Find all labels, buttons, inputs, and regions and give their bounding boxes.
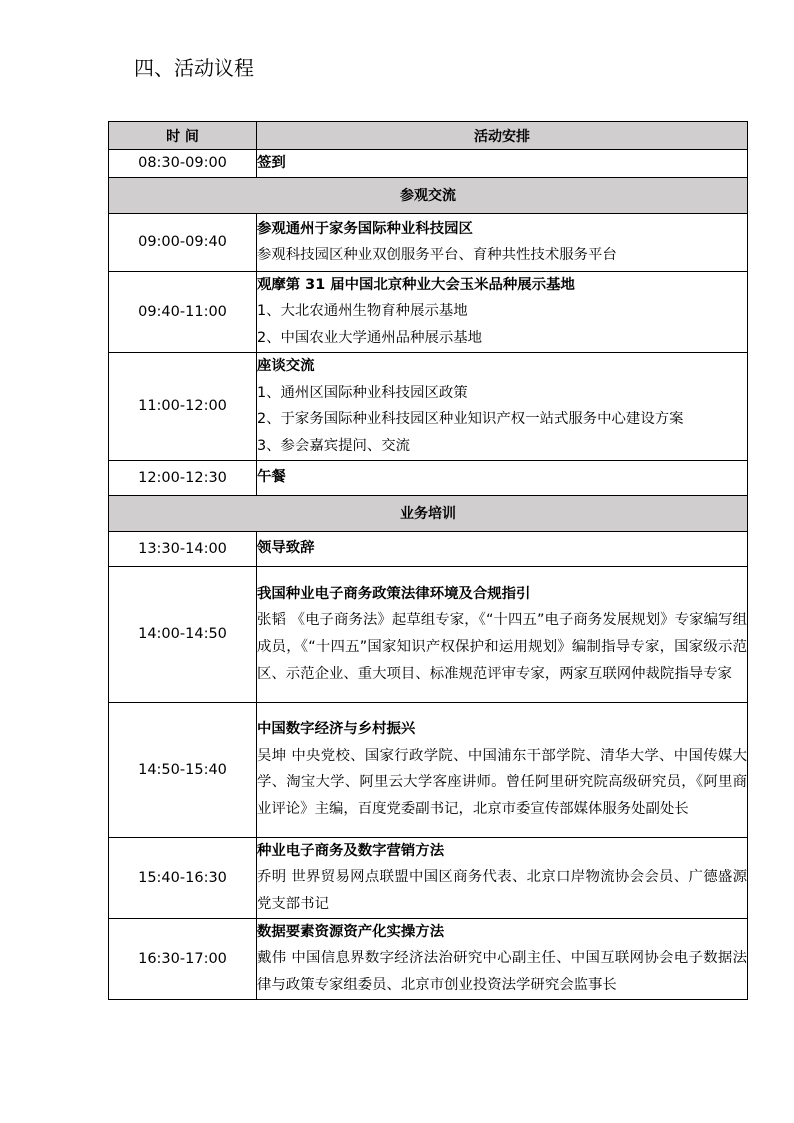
agenda-time: 13:30-14:00 xyxy=(109,531,257,566)
speaker-description: 乔明 世界贸易网点联盟中国区商务代表、北京口岸物流协会会员、广德盛源党支部书记 xyxy=(257,869,747,912)
agenda-time: 08:30-09:00 xyxy=(109,150,257,178)
agenda-activity xyxy=(257,531,748,566)
activity-title: 参观通州于家务国际种业科技园区 xyxy=(257,220,473,237)
agenda-activity xyxy=(257,352,748,460)
activity-title: 座谈交流 xyxy=(257,358,315,374)
section-label: 参观交流 xyxy=(109,177,748,213)
agenda-table xyxy=(108,121,748,1000)
agenda-time: 15:40-16:30 xyxy=(109,837,257,918)
activity-title: 观摩第 31 届中国北京种业大会玉米品种展示基地 xyxy=(257,276,575,293)
page-heading: 四、活动议程 xyxy=(134,56,254,80)
activity-title: 种业电子商务及数字营销方法 xyxy=(257,842,445,859)
speaker-description: 吴坤 中央党校、国家行政学院、中国浦东干部学院、清华大学、中国传媒大学、淘宝大学、阿里云大学客座讲师。曾任阿里研究院高级研究员，《阿里商业评论》主编，百度党委副书记，北京市委宣传部媒体服务处副处长 xyxy=(257,747,747,818)
agenda-activity xyxy=(257,837,748,918)
agenda-row xyxy=(109,271,748,352)
agenda-row xyxy=(109,150,748,178)
activity-item: 2、中国农业大学通州品种展示基地 xyxy=(257,329,483,346)
activity-item: 1、大北农通州生物育种展示基地 xyxy=(257,303,468,320)
section-row xyxy=(109,495,748,531)
activity-item: 2、于家务国际种业科技园区种业知识产权一站式服务中心建设方案 xyxy=(257,411,684,427)
agenda-row xyxy=(109,531,748,566)
agenda-activity xyxy=(257,271,748,352)
section-label: 业务培训 xyxy=(109,495,748,531)
agenda-activity xyxy=(257,150,748,178)
agenda-activity xyxy=(257,460,748,495)
agenda-row xyxy=(109,213,748,271)
activity-title: 领导致辞 xyxy=(257,540,315,557)
table-header-row xyxy=(109,122,748,150)
agenda-time: 16:30-17:00 xyxy=(109,918,257,999)
agenda-row xyxy=(109,837,748,918)
agenda-time: 14:00-14:50 xyxy=(109,566,257,702)
agenda-time: 11:00-12:00 xyxy=(109,352,257,460)
header-activity: 活动安排 xyxy=(257,122,748,150)
agenda-time: 09:00-09:40 xyxy=(109,213,257,271)
header-time: 时 间 xyxy=(109,122,257,150)
agenda-activity xyxy=(257,566,748,702)
agenda-time: 12:00-12:30 xyxy=(109,460,257,495)
activity-title: 午餐 xyxy=(257,469,286,486)
speaker-description: 戴伟 中国信息界数字经济法治研究中心副主任、中国互联网协会电子数据法律与政策专家组委员、北京市创业投资法学研究会监事长 xyxy=(257,950,747,993)
agenda-body xyxy=(109,150,748,1000)
activity-title: 我国种业电子商务政策法律环境及合规指引 xyxy=(257,585,531,602)
agenda-row xyxy=(109,566,748,702)
activity-item: 参观科技园区种业双创服务平台、育种共性技术服务平台 xyxy=(257,247,617,263)
agenda-time: 09:40-11:00 xyxy=(109,271,257,352)
agenda-row xyxy=(109,702,748,837)
agenda-row xyxy=(109,460,748,495)
agenda-row xyxy=(109,918,748,999)
activity-item: 3、参会嘉宾提问、交流 xyxy=(257,437,411,454)
activity-title: 数据要素资源资产化实操方法 xyxy=(257,923,445,940)
agenda-activity xyxy=(257,213,748,271)
activity-item: 1、通州区国际种业科技园区政策 xyxy=(257,384,468,401)
agenda-activity xyxy=(257,918,748,999)
activity-title: 中国数字经济与乡村振兴 xyxy=(257,721,416,738)
agenda-activity xyxy=(257,702,748,837)
section-row xyxy=(109,177,748,213)
speaker-description: 张韬 《电子商务法》起草组专家，《“十四五”电子商务发展规划》专家编写组成员，《“十四五”国家知识产权保护和运用规划》编制指导专家，国家级示范区、示范企业、重大项目、标准规范评审专家，两家互联网仲裁院指导专家 xyxy=(257,612,747,682)
agenda-row xyxy=(109,352,748,460)
agenda-time: 14:50-15:40 xyxy=(109,702,257,837)
activity-title: 签到 xyxy=(257,155,286,171)
